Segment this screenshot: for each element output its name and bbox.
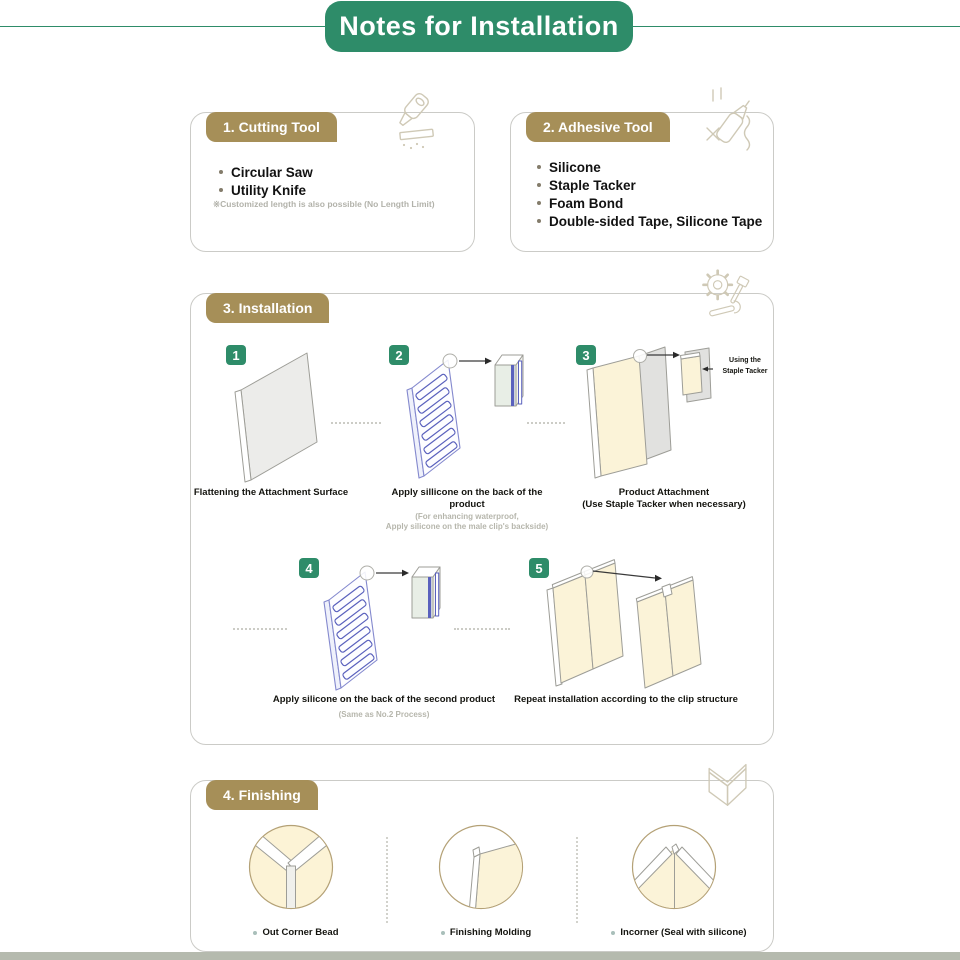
section-adhesive-tool [510,112,774,252]
bullet-dot [537,201,541,205]
step5-repeat-figure [543,556,705,696]
annotation-line: Staple Tacker [722,367,768,375]
dotted-connector [331,422,381,424]
step-badge-2: 2 [389,345,409,365]
adhesive-tool-list [537,158,762,230]
list-item [219,163,313,181]
bullet-dot [537,183,541,187]
finishing-label: 4. Finishing [206,780,318,810]
finishing-item [211,927,381,938]
annotation-line: Using the [729,357,761,364]
step-badge-4: 4 [299,558,319,578]
list-item-label: Foam Bond [549,195,624,211]
section-cutting-tool [190,112,475,252]
list-item [537,176,762,194]
cutting-tool-label: 1. Cutting Tool [206,112,337,142]
finishing-item-label: Finishing Molding [449,927,532,938]
step3-attachment-figure [581,342,713,482]
step-badge-1: 1 [226,345,246,365]
silicone-tube-icon [701,86,767,156]
corner-trim-icon [701,753,756,813]
finishing-molding-figure [437,823,525,911]
bullet-dot [537,165,541,169]
list-item [537,212,762,230]
section-installation [190,293,774,745]
list-item [219,181,313,199]
caption-line: Apply silicone on the back of the second product [272,694,496,705]
out-corner-bead-figure [247,823,335,911]
bullet-dot [441,931,445,935]
list-item-label: Utility Knife [231,182,307,198]
step-badge-3: 3 [576,345,596,365]
debris-dots [403,143,424,149]
caption-line: (Use Staple Tacker when necessary) [582,499,746,511]
section-finishing [190,780,774,952]
adhesive-tool-label: 2. Adhesive Tool [526,112,670,142]
caption-line: Apply sillicone on the back of the product [391,487,543,511]
dotted-connector [233,628,287,630]
cutting-tool-list [219,163,313,199]
page-title: Notes for Installation [325,1,633,52]
caption-subline: (Same as No.2 Process) [338,710,430,720]
utility-knife-icon [384,89,438,153]
cutting-note: ※Customized length is also possible (No Length Limit) [213,199,435,209]
list-item-label: Staple Tacker [549,177,636,193]
step-badge-5: 5 [529,558,549,578]
caption-subline: Apply silicone on the male clip's backside) [385,522,549,532]
step5-caption: Repeat installation according to the clip structure [514,694,738,705]
gear-wrench-icon [696,263,756,325]
installation-label: 3. Installation [206,293,329,323]
bullet-dot [611,931,615,935]
bottom-bar [0,952,960,960]
list-item-label: Circular Saw [231,164,313,180]
bullet-dot [253,931,257,935]
list-item-label: Silicone [549,159,601,175]
list-item [537,194,762,212]
step1-caption: Flattening the Attachment Surface [193,487,349,498]
dotted-separator [386,837,388,923]
list-item-label: Double-sided Tape, Silicone Tape [549,213,763,229]
finishing-item [574,927,784,938]
dotted-connector [454,628,510,630]
caption-line: Product Attachment [618,487,710,498]
staple-tacker-annotation [719,356,771,377]
finishing-item-label: Out Corner Bead [262,927,339,938]
finishing-item-label: Incorner (Seal with silicone) [620,927,747,938]
dotted-separator [576,837,578,923]
bullet-dot [219,188,223,192]
step2-silicone-panel-figure [396,350,526,488]
bullet-dot [219,170,223,174]
list-item [537,158,762,176]
step3-caption [574,487,754,512]
finishing-item [396,927,576,938]
step4-caption [269,694,499,721]
incorner-figure [630,823,718,911]
dotted-connector [527,422,565,424]
bullet-dot [537,219,541,223]
step2-caption [377,487,557,533]
step4-silicone-panel-figure [313,562,443,700]
step1-flat-panel-figure [227,346,323,484]
caption-subline: (For enhancing waterproof, [415,511,519,521]
